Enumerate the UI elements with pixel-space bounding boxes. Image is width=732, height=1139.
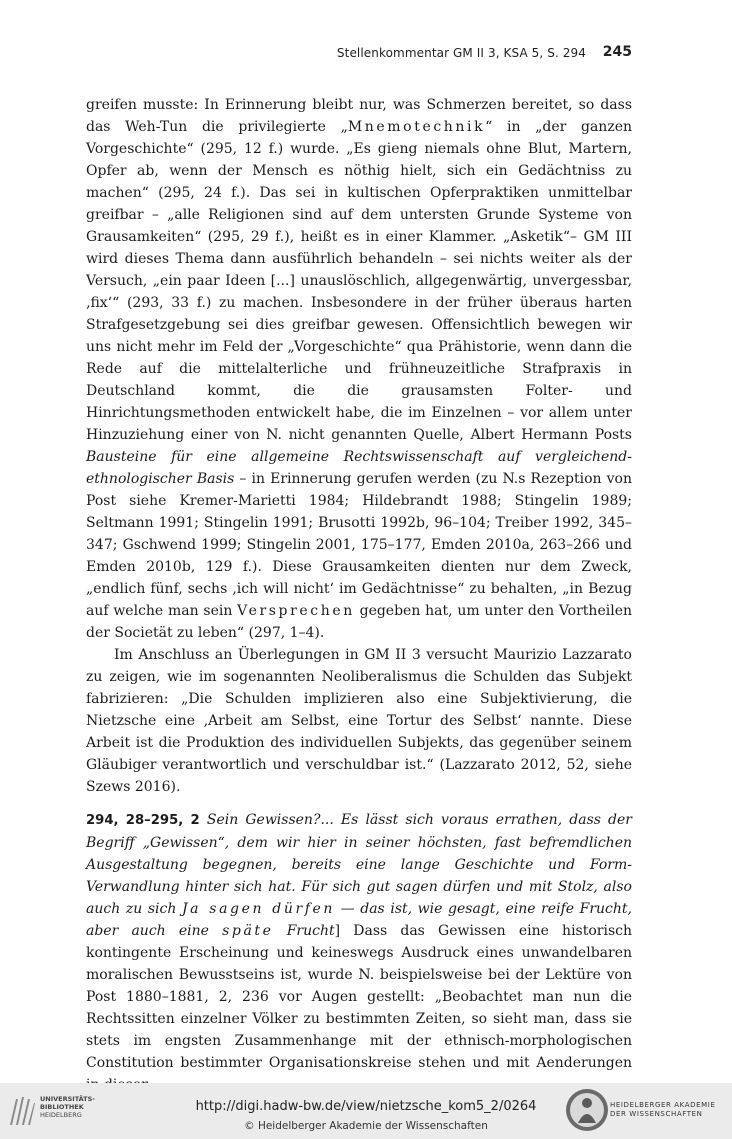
page-body xyxy=(86,94,632,1096)
academy-logo xyxy=(562,1087,732,1135)
running-header xyxy=(86,44,632,64)
commentary-entry xyxy=(86,809,632,1096)
line-reference: 294, 28–295, 2 xyxy=(86,813,200,828)
spaced-term: Mnemotechnik xyxy=(347,119,486,135)
spaced-term: späte xyxy=(222,923,274,939)
permalink-url[interactable]: http://digi.hadw-bw.de/view/nietzsche_kom5_2/0264 xyxy=(195,1099,537,1114)
uni-logo-line: UNIVERSITÄTS- xyxy=(40,1095,95,1103)
digitization-footer xyxy=(0,1083,732,1139)
text-run: – in Erinnerung gerufen werden (zu N.s Rezeption von Post siehe Kremer-Marietti 1984; Hildebrandt 1988; Stingelin 1989; Seltmann 1991; Stingelin 1991; Brusotti 1992b, 96–104; Treiber 1992, 345–347; Gschwend 1999; Stingelin 2001, 175–177, Emden 2010a, 263–266 und Emden 2010b, 129 f.). Diese Grausamkeiten dienten nur dem Zweck, „endlich fünf, sechs ‚ich will nicht‘ im Gedächtnisse“ zu behalten, „in Bezug auf welche man sein xyxy=(86,471,632,619)
spaced-term: Ja sagen dürfen xyxy=(181,901,336,917)
uni-logo-line: BIBLIOTHEK xyxy=(40,1103,84,1111)
academy-logo-line: HEIDELBERGER AKADEMIE xyxy=(610,1101,716,1109)
academy-logo-line: DER WISSENSCHAFTEN xyxy=(610,1110,703,1118)
copyright-notice: © Heidelberger Akademie der Wissenschaften xyxy=(244,1120,488,1132)
text-run: greifen musste: In Erinnerung bleibt nur, was Schmerzen bereitet, so dass das Weh-Tun die privilegierte „ xyxy=(86,97,632,135)
paragraph-lazzarato: Im Anschluss an Überlegungen in GM II 3 versucht Maurizio Lazzarato zu zeigen, wie im sogenannten Neoliberalismus die Schulden das Subjekt fabrizieren: „Die Schulden implizieren also eine Subjektivierung, die Nietzsche eine ‚Arbeit am Selbst, eine Tortur des Selbst‘ nannte. Diese Arbeit ist die Produktion des individuellen Subjekts, das gegenüber seinem Gläubiger verantwortlich und verschuldbar ist.“ (Lazzarato 2012, 52, siehe Szews 2016). xyxy=(86,647,632,795)
commentary-text: ] Dass das Gewissen eine historisch kontingente Erscheinung und keineswegs Ausdruck eines unwandelbaren moralischen Bewusstseins ist, wurde N. beispielsweise bei der Lektüre von Post 1880–1881, 2, 236 vor Augen gestellt: „Beobachtet man nun die Rechtssitten einzelner Völker zu bestimmten Zeiten, so sieht man, dass sie stets im engsten Zusammenhange mit der ethnisch-morphologischen Constitution bestimmter Organisationskreise stehen und mit Aenderungen xyxy=(86,923,633,1071)
academy-seal-icon xyxy=(564,1087,610,1133)
text-run: gegeben hat, um unter den Vortheilen der Societät zu leben“ (297, 1–4). xyxy=(86,603,632,641)
uni-logo-line: HEIDELBERG xyxy=(40,1111,82,1119)
book-title: Bausteine für eine allgemeine Rechtswissenschaft auf vergleichend-ethnologischer Basis xyxy=(86,449,632,487)
lemma-quote: Sein Gewissen?... Es lässt sich voraus errathen, dass der Begriff „Gewissen“, dem wir hier in seiner höchsten, fast befremdlichen Ausgestaltung begegnen, bereits eine lange Geschichte und Form-Verwandlung hinter sich hat. Für sich gut sagen dürfen und mit Stolz, also auch zu sich Ja sagen dürfen — das ist, wie gesagt, eine reife Frucht, aber auch eine späte Frucht xyxy=(86,812,632,939)
paragraph-continuation xyxy=(86,94,632,644)
spaced-term: Versprechen xyxy=(237,603,355,619)
running-title: Stellenkommentar GM II 3, KSA 5, S. 294 xyxy=(336,46,586,60)
text-run: “ in „der ganzen Vorgeschichte“ (295, 12 f.) wurde. „Es gieng niemals ohne Blut, Martern, Opfer ab, wenn der Mensch es nöthig hielt, sich ein Gedächtniss zu machen“ (295, 24 f.). Das sei in kultischen Opferpraktiken unmittelbar greifbar – „alle Religionen sind auf dem untersten Grunde Systeme von Grausamkeiten“ (295, 29 f.), heißt es in einer Klammer. „Asketik“– GM III wird dieses Thema dann ausführlich behandeln – sei nichts weiter als der Versuch, „ein paar Ideen [...] unauslöschlich, allgegenwärtig, unvergessbar, ‚fix‘“ (293, 33 f.) zu machen. Insbesondere in der früher überaus harten Strafgesetzgebung sei dies greifbar gewesen. Offensichtlich bewegen wir uns nicht mehr im Feld der „Vorgeschichte“ qua Prähistorie, wenn dann die Rede auf die mittelalterliche und frühneuzeitliche Strafpraxis in Deutschland kommt, die die grausamsten Folter- und Hinrichtungsmethoden entwickelt habe, die im Einzelnen – vor allem unter Hinzuziehung einer von N. nicht genannten Quelle, Albert Hermann Posts xyxy=(86,119,632,443)
page-number: 245 xyxy=(602,44,632,60)
